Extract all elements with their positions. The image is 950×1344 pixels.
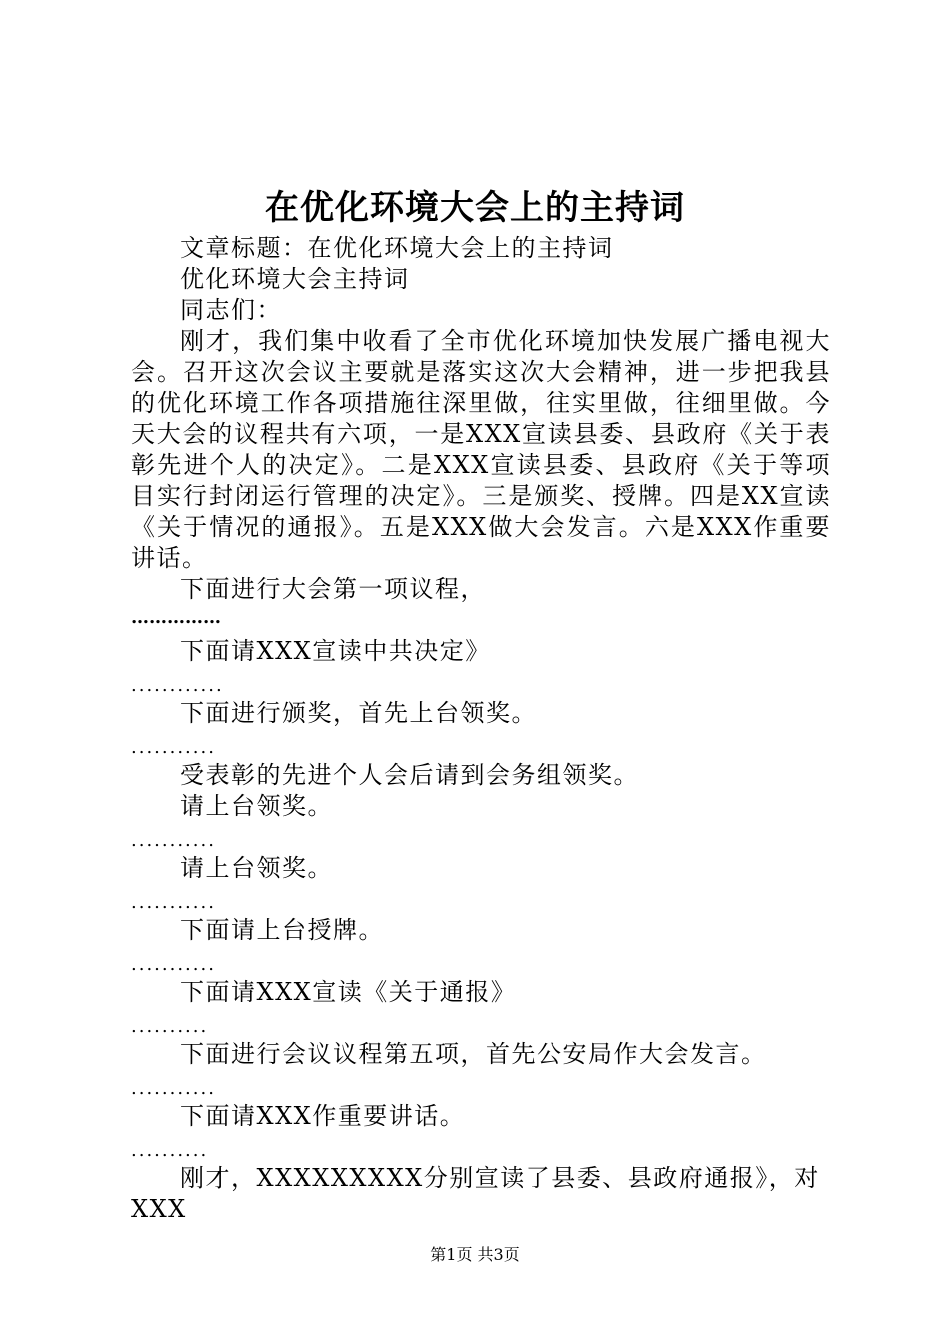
subtitle-line: 优化环境大会主持词 xyxy=(180,265,410,293)
page-footer: 第1页 共3页 xyxy=(430,1245,520,1264)
agenda-item-8: 下面请XXX宣读《关于通报》 xyxy=(180,978,517,1006)
ellipsis-2: ............ xyxy=(131,675,224,696)
agenda-item-7: 下面请上台授牌。 xyxy=(180,916,384,944)
ellipsis-9: .......... xyxy=(131,1140,209,1161)
article-title-line: 文章标题：在优化环境大会上的主持词 xyxy=(180,234,614,262)
agenda-item-5: 请上台领奖。 xyxy=(180,792,333,820)
ellipsis-5: ........... xyxy=(131,892,216,913)
agenda-item-2: 下面请XXX宣读中共决定》 xyxy=(180,637,491,665)
agenda-item-1: 下面进行大会第一项议程， xyxy=(180,575,486,603)
intro-paragraph: 刚才，我们集中收看了全市优化环境加快发展广播电视大会。召开这次会议主要就是落实这次大会精神，进一步把我县的优化环境工作各项措施往深里做，往实里做，往细里做。今天大会的议程共有六项，一是XXX宣读县委、县政府《关于表彰先进个人的决定》。二是XXX宣读县委、县政府《关于等项目实行封闭运行管理的决定》。三是颁奖、授牌。四是XX宣读《关于情况的通报》。五是XXX做大会发言。六是XXX作重要讲话。 xyxy=(131,327,831,572)
ellipsis-8: ........... xyxy=(131,1078,216,1099)
ellipsis-3: ........... xyxy=(131,737,216,758)
agenda-item-3: 下面进行颁奖，首先上台领奖。 xyxy=(180,699,537,727)
agenda-item-4: 受表彰的先进个人会后请到会务组领奖。 xyxy=(180,761,639,789)
document-body xyxy=(131,233,831,1225)
document-title: 在优化环境大会上的主持词 xyxy=(265,188,685,228)
closing-line: 刚才，XXXXXXXXX分别宣读了县委、县政府通报》，对XXX xyxy=(131,1164,820,1223)
salutation: 同志们： xyxy=(180,296,282,324)
ellipsis-4: ........... xyxy=(131,830,216,851)
agenda-item-9: 下面进行会议议程第五项，首先公安局作大会发言。 xyxy=(180,1040,767,1068)
ellipsis-6: ........... xyxy=(131,954,216,975)
agenda-item-6: 请上台领奖。 xyxy=(180,854,333,882)
ellipsis-1: …………… xyxy=(131,607,221,628)
agenda-item-10: 下面请XXX作重要讲话。 xyxy=(180,1102,466,1130)
ellipsis-7: .......... xyxy=(131,1016,209,1037)
